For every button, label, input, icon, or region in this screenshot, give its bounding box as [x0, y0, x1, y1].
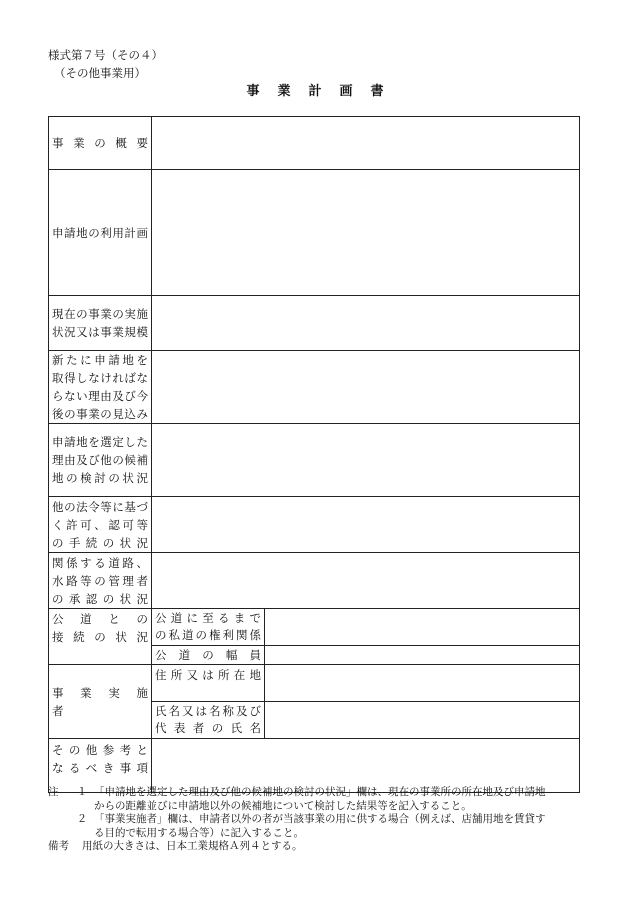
page-title: 事業計画書 — [246, 84, 402, 99]
field-site-selection[interactable] — [152, 424, 580, 497]
field-private-road-rights[interactable] — [265, 609, 580, 646]
label-road-managers: 関係する道路、 水路等の管理者 の 承 認 の 状 況 — [49, 553, 152, 609]
label-other-laws: 他の法令等に基づ く許可、認可等 の 手 続 の 状 況 — [49, 497, 152, 553]
notes — [48, 786, 586, 854]
field-name-representative[interactable] — [265, 702, 580, 739]
remark-label: 備考 — [48, 840, 69, 852]
note-1-line-1: 「申請地を選定した理由及び他の候補地の検討の状況」欄は、現在の事業所の所在地及び申請地 — [94, 786, 546, 798]
note-1-line-2: からの距離並びに申請地以外の候補地について検討した結果等を記入すること。 — [94, 799, 472, 812]
remark-text: 用紙の大きさは、日本工業規格Ａ列４とする。 — [82, 840, 303, 852]
note-2-line-1: 「事業実施者」欄は、申請者以外の者が当該事業の用に供する場合（例えば、店舗用地を賃貸す — [94, 813, 546, 825]
field-overview[interactable] — [152, 117, 580, 170]
label-current-status: 現在の事業の実施 状況又は事業規模 — [49, 296, 152, 351]
label-land-use: 申請地の利用計画 — [49, 170, 152, 296]
field-other-reference[interactable] — [152, 739, 580, 793]
label-other-reference: そ の 他 参 考 と な る べ き 事 項 — [49, 739, 152, 793]
label-private-road-rights: 公道に至るまで の私道の権利関係 — [152, 609, 265, 646]
field-acquisition-reason[interactable] — [152, 351, 580, 424]
field-other-laws[interactable] — [152, 497, 580, 553]
form-number: 様式第７号（その４） — [48, 48, 163, 62]
field-current-status[interactable] — [152, 296, 580, 351]
label-operator: 事 業 実 施 者 — [49, 665, 152, 739]
label-road-width: 公 道 の 幅 員 — [152, 646, 265, 665]
label-overview: 事 業 の 概 要 — [49, 117, 152, 170]
note-label: 注 — [48, 786, 59, 798]
note-2-number: ２ — [76, 813, 88, 825]
form-subtitle: （その他事業用） — [54, 66, 146, 80]
field-land-use[interactable] — [152, 170, 580, 296]
note-2-line-2: る目的で転用する場合等）に記入すること。 — [94, 826, 304, 839]
business-plan-table — [48, 116, 580, 793]
label-name-representative: 氏名又は名称及び 代 表 者 の 氏 名 — [152, 702, 265, 739]
field-road-managers[interactable] — [152, 553, 580, 609]
label-address: 住 所 又 は 所 在 地 — [152, 665, 265, 702]
label-site-selection: 申請地を選定した 理由及び他の候補 地の検討の状況 — [49, 424, 152, 497]
field-address[interactable] — [265, 665, 580, 702]
note-1-number: １ — [76, 786, 88, 798]
label-acquisition-reason: 新たに申請地を 取得しなければな らない理由及び今 後の事業の見込み — [49, 351, 152, 424]
label-public-road-connection: 公 道 と の 接 続 の 状 況 — [49, 609, 152, 665]
field-road-width[interactable] — [265, 646, 580, 665]
